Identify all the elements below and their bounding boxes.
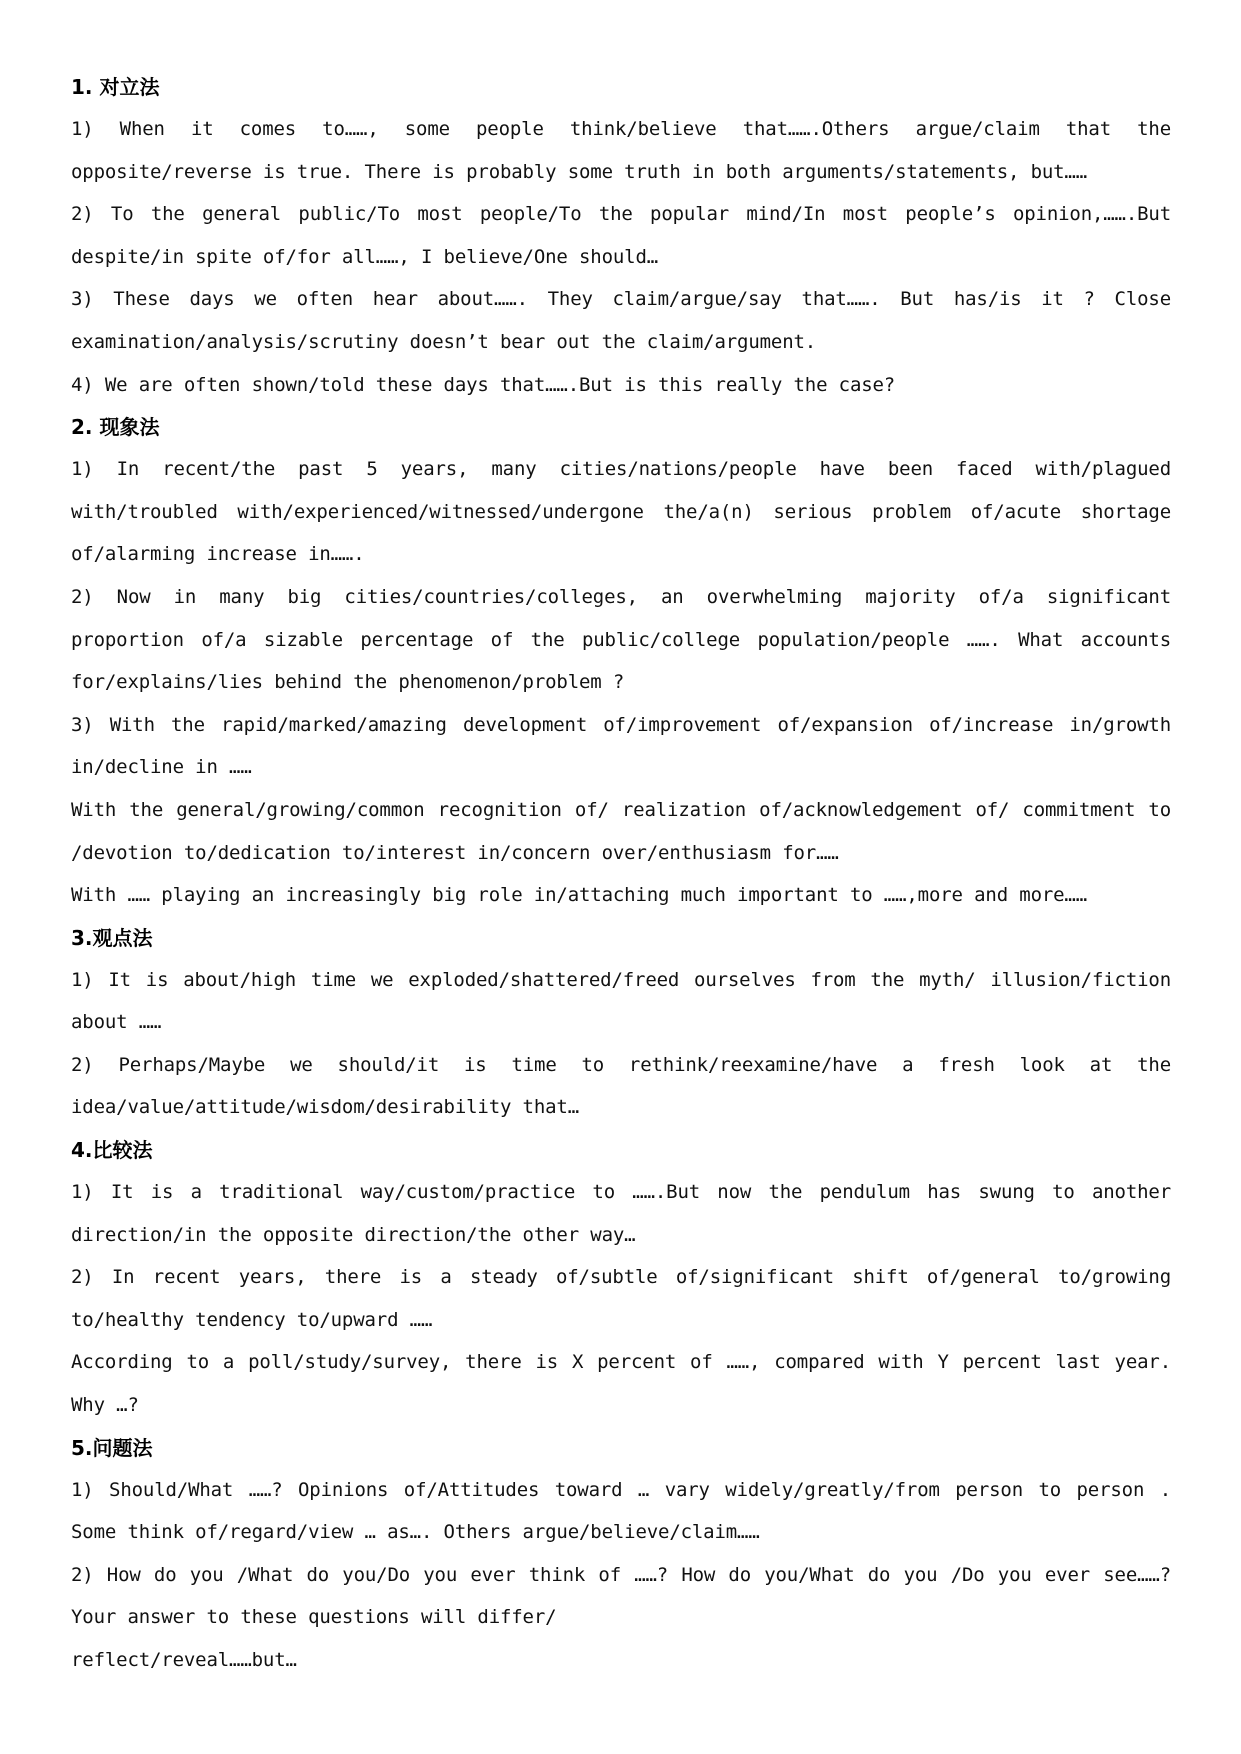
paragraph: 2) In recent years, there is a steady of/subtle of/significant shift of/general to/growing to/healthy tendency to/upward ……	[71, 1266, 1171, 1331]
paragraph: With the general/growing/common recognition of/ realization of/acknowledgement of/ commitment to /devotion to/dedication to/interest in/concern over/enthusiasm for……	[71, 798, 1171, 864]
paragraph: 1) When it comes to……, some people think/believe that…….Others argue/claim that the opposite/reverse is true. There is probably some truth in both arguments/statements, but……	[71, 118, 1171, 183]
paragraph: 1) In recent/the past 5 years, many cities/nations/people have been faced with/plagued with/troubled with/experienced/witnessed/undergone the/a(n) serious problem of/acute shortage of/alarming increase in…….	[71, 458, 1171, 566]
section-heading: 4.比较法	[71, 1138, 153, 1163]
section-5	[71, 1427, 1171, 1682]
paragraph: According to a poll/study/survey, there is X percent of ……, compared with Y percent last year. Why …?	[71, 1351, 1171, 1417]
paragraph: 2) Perhaps/Maybe we should/it is time to rethink/reexamine/have a fresh look at the idea/value/attitude/wisdom/desirability that…	[71, 1053, 1171, 1119]
section-heading: 5.问题法	[71, 1435, 153, 1460]
paragraph: reflect/reveal……but…	[71, 1649, 297, 1671]
document-content	[71, 66, 1171, 1682]
section-heading: 1. 对立法	[71, 75, 160, 99]
paragraph: With …… playing an increasingly big role in/attaching much important to ……,more and more……	[71, 884, 1088, 907]
section-3	[71, 917, 1171, 1129]
paragraph: 1) Should/What ……? Opinions of/Attitudes toward … vary widely/greatly/from person to person . Some think of/regard/view … as…. Others argue/believe/claim……	[71, 1478, 1171, 1544]
paragraph: 4) We are often shown/told these days that…….But is this really the case?	[71, 373, 896, 396]
paragraph: 3) These days we often hear about……. They claim/argue/say that……. But has/is it ? Close examination/analysis/scrutiny doesn’t bear out the claim/argument.	[71, 288, 1171, 353]
section-2	[71, 406, 1171, 917]
section-heading: 2. 现象法	[71, 415, 160, 440]
paragraph: 1) It is about/high time we exploded/shattered/freed ourselves from the myth/ illusion/fiction about ……	[71, 968, 1171, 1034]
paragraph: 3) With the rapid/marked/amazing development of/improvement of/expansion of/increase in/growth in/decline in ……	[71, 713, 1171, 779]
paragraph: 1) It is a traditional way/custom/practice to …….But now the pendulum has swung to another direction/in the opposite direction/the other way…	[71, 1181, 1171, 1246]
section-4	[71, 1129, 1171, 1427]
paragraph: 2) Now in many big cities/countries/colleges, an overwhelming majority of/a significant proportion of/a sizable percentage of the public/college population/people ……. What accounts for/explains/lies behind the phenomenon/problem ?	[71, 585, 1171, 694]
section-1	[71, 66, 1171, 406]
paragraph: 2) How do you /What do you/Do you ever think of ……? How do you/What do you /Do you ever see……? Your answer to these questions will differ/	[71, 1563, 1171, 1629]
paragraph: 2) To the general public/To most people/To the popular mind/In most people’s opinion,…….But despite/in spite of/for all……, I believe/One should…	[71, 203, 1171, 268]
section-heading: 3.观点法	[71, 925, 153, 950]
